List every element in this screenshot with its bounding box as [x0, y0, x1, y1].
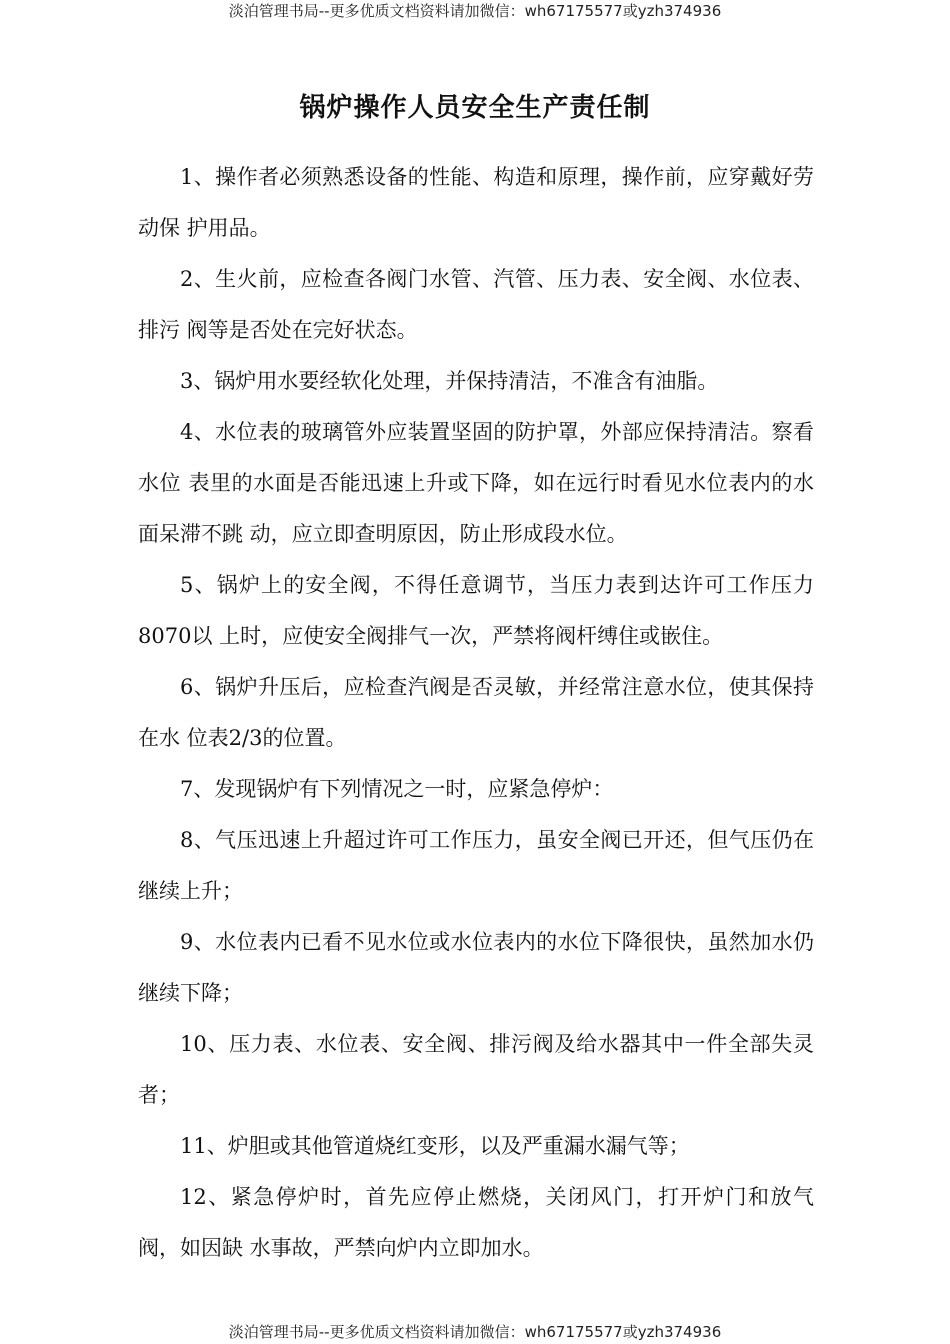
paragraph-9: 9、水位表内已看不见水位或水位表内的水位下降很快，虽然加水仍继续下降； [138, 930, 814, 1005]
paragraph-6: 6、锅炉升压后，应检查汽阀是否灵敏，并经常注意水位，使其保持在水 位表2/3的位置。 [138, 675, 814, 750]
paragraph-4: 4、水位表的玻璃管外应装置坚固的防护罩，外部应保持清洁。察看水位 表里的水面是否能迅速上升或下降，如在远行时看见水位表内的水面呆滞不跳 动，应立即查明原因，防止形成段水位。 [138, 420, 814, 546]
page-footer: 淡泊管理书局--更多优质文档资料请加微信：wh67175577或yzh374936 [228, 1323, 722, 1341]
paragraph-8: 8、气压迅速上升超过许可工作压力，虽安全阀已开还，但气压仍在继续上升； [138, 828, 814, 903]
page-header: 淡泊管理书局--更多优质文档资料请加微信：wh67175577或yzh374936 [228, 2, 722, 20]
paragraph-1: 1、操作者必须熟悉设备的性能、构造和原理，操作前，应穿戴好劳动保 护用品。 [138, 165, 814, 240]
paragraph-5: 5、锅炉上的安全阀，不得任意调节，当压力表到达许可工作压力8070以 上时，应使安全阀排气一次，严禁将阀杆缚住或嵌住。 [138, 573, 814, 648]
paragraph-7: 7、发现锅炉有下列情况之一时，应紧急停炉： [180, 777, 614, 801]
paragraph-3: 3、锅炉用水要经软化处理，并保持清洁，不准含有油脂。 [180, 369, 719, 393]
document-body [138, 152, 814, 1274]
paragraph-11: 11、炉胆或其他管道烧红变形，以及严重漏水漏气等； [180, 1134, 690, 1158]
paragraph-12: 12、紧急停炉时，首先应停止燃烧，关闭风门，打开炉门和放气阀，如因缺 水事故，严禁向炉内立即加水。 [138, 1185, 814, 1260]
document-title: 锅炉操作人员安全生产责任制 [299, 93, 651, 123]
paragraph-10: 10、压力表、水位表、安全阀、排污阀及给水器其中一件全部失灵者； [138, 1032, 814, 1107]
paragraph-2: 2、生火前，应检查各阀门水管、汽管、压力表、安全阀、水位表、排污 阀等是否处在完好状态。 [138, 267, 814, 342]
